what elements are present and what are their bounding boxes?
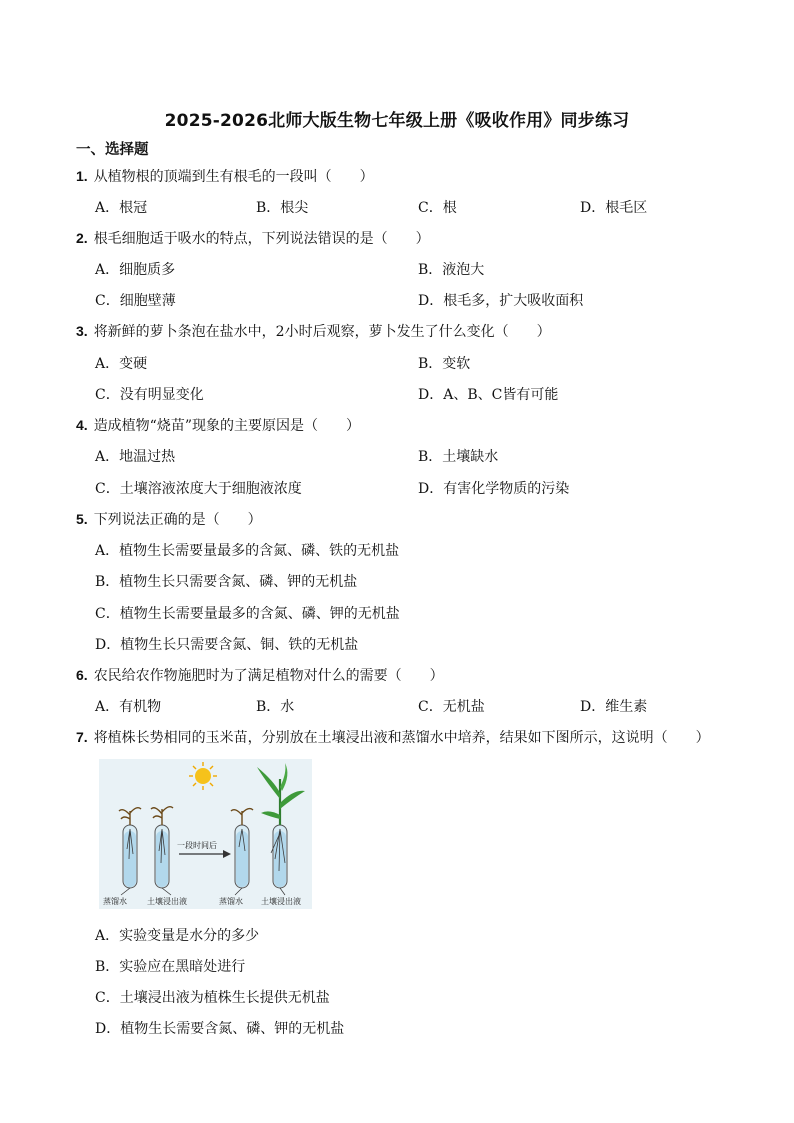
question-stem: 将植株长势相同的玉米苗，分别放在土壤浸出液和蒸馏水中培养，结果如下图所示，这说明（ ） [93,730,710,746]
option-7a[interactable]: A．实验变量是水分的多少 [95,928,260,944]
option-2b[interactable]: B．液泡大 [418,262,485,278]
question-stem: 从植物根的顶端到生有根毛的一段叫（ ） [93,169,374,185]
label-distilled-before: 蒸馏水 [103,897,127,906]
question-number: 7. [76,729,88,745]
option-1a[interactable]: A．根冠 [95,200,148,216]
option-3c[interactable]: C．没有明显变化 [95,387,204,403]
option-4b[interactable]: B．土壤缺水 [418,449,499,465]
question-stem: 造成植物“烧苗”现象的主要原因是（ ） [93,418,361,434]
option-4d[interactable]: D．有害化学物质的污染 [418,481,570,497]
label-distilled-after: 蒸馏水 [219,897,243,906]
option-4a[interactable]: A．地温过热 [95,449,176,465]
experiment-figure [99,759,312,909]
option-6b[interactable]: B．水 [256,699,295,715]
question-stem: 将新鲜的萝卜条泡在盐水中，2小时后观察，萝卜发生了什么变化（ ） [93,324,551,340]
question-stem: 根毛细胞适于吸水的特点，下列说法错误的是（ ） [93,231,430,247]
option-6d[interactable]: D．维生素 [580,699,648,715]
option-5a[interactable]: A．植物生长需要量最多的含氮、磷、铁的无机盐 [95,543,400,559]
question-1 [76,166,374,186]
option-2d[interactable]: D．根毛多，扩大吸收面积 [418,293,584,309]
option-5b[interactable]: B．植物生长只需要含氮、磷、钾的无机盐 [95,574,358,590]
option-1c[interactable]: C．根 [418,200,457,216]
option-3d[interactable]: D．A、B、C皆有可能 [418,387,559,403]
page-title: 2025-2026北师大版生物七年级上册《吸收作用》同步练习 [164,111,630,131]
question-7 [76,727,710,747]
option-6c[interactable]: C．无机盐 [418,699,485,715]
question-stem: 下列说法正确的是（ ） [93,512,262,528]
option-1d[interactable]: D．根毛区 [580,200,648,216]
question-3 [76,321,551,341]
option-2c[interactable]: C．细胞壁薄 [95,293,176,309]
option-7c[interactable]: C．土壤浸出液为植株生长提供无机盐 [95,990,330,1006]
question-number: 6. [76,667,88,683]
question-2 [76,228,430,248]
option-3b[interactable]: B．变软 [418,356,471,372]
option-4c[interactable]: C．土壤溶液浓度大于细胞液浓度 [95,481,302,497]
question-5 [76,509,262,529]
label-soil-after: 土壤浸出液 [261,897,301,906]
section-heading: 一、选择题 [76,142,149,158]
arrow-label: 一段时间后 [177,841,217,850]
question-number: 4. [76,417,88,433]
option-3a[interactable]: A．变硬 [95,356,148,372]
label-soil-before: 土壤浸出液 [147,897,187,906]
question-4 [76,415,360,435]
question-number: 5. [76,511,88,527]
option-6a[interactable]: A．有机物 [95,699,162,715]
question-stem: 农民给农作物施肥时为了满足植物对什么的需要（ ） [93,668,444,684]
option-2a[interactable]: A．细胞质多 [95,262,176,278]
option-7b[interactable]: B．实验应在黑暗处进行 [95,959,246,975]
question-number: 1. [76,168,88,184]
option-1b[interactable]: B．根尖 [256,200,309,216]
question-6 [76,665,444,685]
question-number: 2. [76,230,88,246]
question-number: 3. [76,323,88,339]
option-5c[interactable]: C．植物生长需要量最多的含氮、磷、钾的无机盐 [95,606,400,622]
option-5d[interactable]: D．植物生长只需要含氮、铜、铁的无机盐 [95,637,359,653]
option-7d[interactable]: D．植物生长需要含氮、磷、钾的无机盐 [95,1021,345,1037]
